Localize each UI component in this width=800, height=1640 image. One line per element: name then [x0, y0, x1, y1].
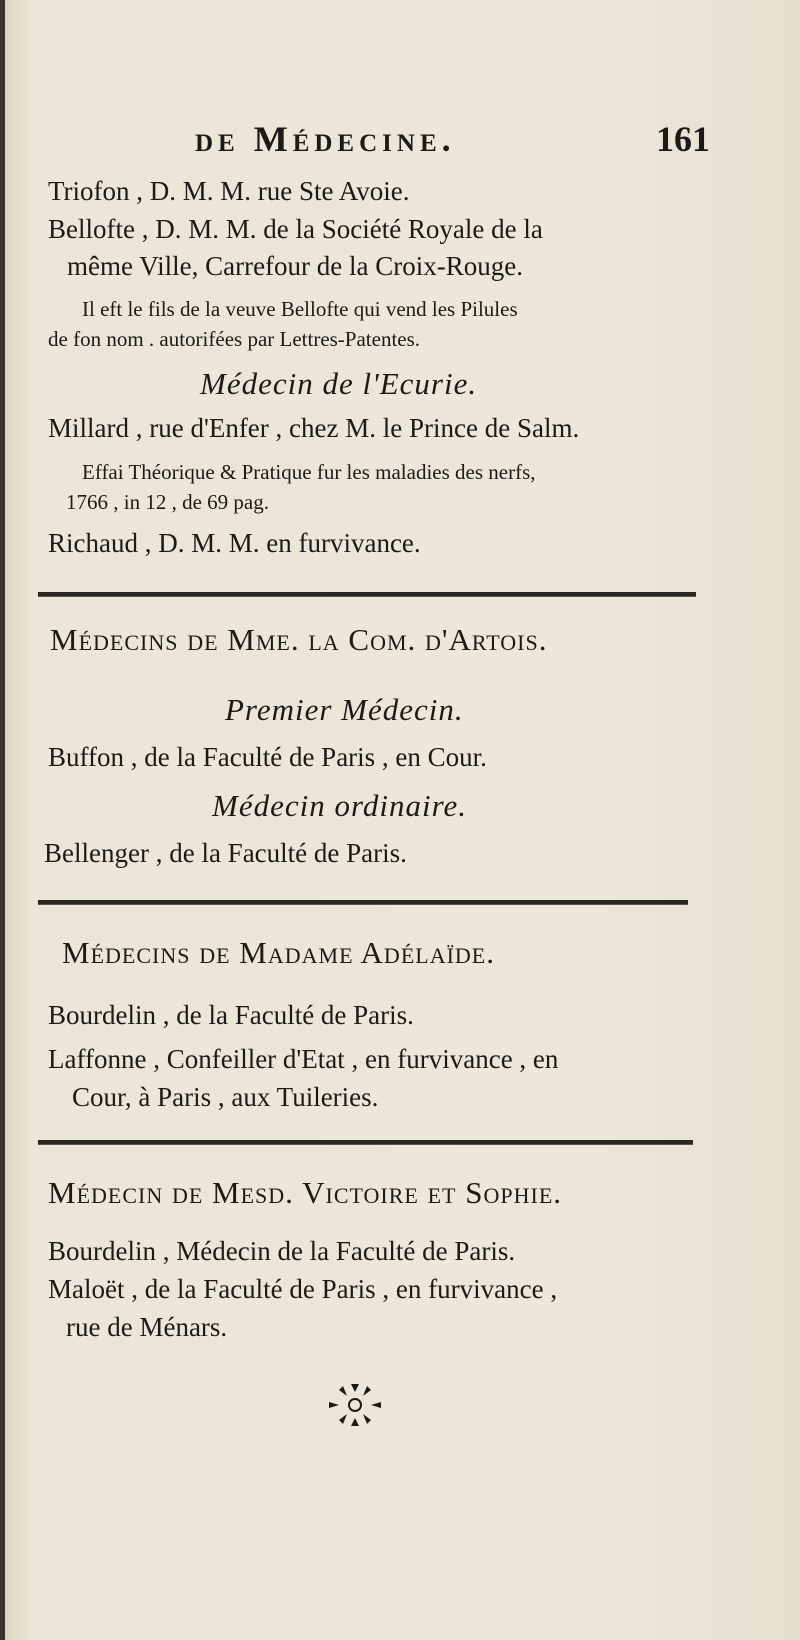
heading-artois: Médecins de Mme. la Com. d'Artois. — [50, 622, 548, 657]
note-millard-1: Effai Théorique & Pratique fur les maladies des nerfs, — [82, 460, 536, 484]
section-rule-1 — [38, 592, 696, 596]
entry-maloet: Maloët , de la Faculté de Paris , en furvivance , — [48, 1274, 558, 1304]
note-bellofte-1: Il eft le fils de la veuve Bellofte qui vend les Pilules — [82, 297, 518, 321]
fleuron-icon — [325, 1380, 385, 1430]
entry-richaud: Richaud , D. M. M. en furvivance. — [48, 528, 421, 558]
entry-bourdelin-2: Bourdelin , Médecin de la Faculté de Paris. — [48, 1236, 516, 1266]
subheading-ordinaire: Médecin ordinaire. — [212, 788, 468, 823]
page-spine-edge — [0, 0, 5, 1640]
section-rule-2 — [38, 900, 688, 904]
note-bellofte-2: de fon nom . autorifées par Lettres-Patentes. — [48, 327, 421, 351]
section-rule-3 — [38, 1140, 693, 1144]
heading-ecurie: Médecin de l'Ecurie. — [200, 366, 478, 401]
entry-buffon: Buffon , de la Faculté de Paris , en Cour. — [48, 742, 487, 772]
running-head — [50, 118, 710, 168]
page-number: 161 — [656, 119, 710, 159]
entry-bellofte: Bellofte , D. M. M. de la Société Royale de la — [48, 214, 543, 244]
running-head-title: de Médecine. — [195, 119, 456, 159]
heading-adelaide: Médecins de Madame Adélaïde. — [62, 935, 495, 970]
entry-laffonne: Laffonne , Confeiller d'Etat , en furvivance , en — [48, 1044, 559, 1074]
entry-bourdelin-1: Bourdelin , de la Faculté de Paris. — [48, 1000, 414, 1030]
entry-maloet-cont: rue de Ménars. — [66, 1312, 228, 1342]
entry-bellofte-cont: même Ville, Carrefour de la Croix-Rouge. — [67, 251, 523, 281]
entry-triofon: Triofon , D. M. M. rue Ste Avoie. — [48, 176, 410, 206]
heading-victoire: Médecin de Mesd. Victoire et Sophie. — [48, 1175, 563, 1210]
entry-bellenger: Bellenger , de la Faculté de Paris. — [44, 838, 407, 868]
subheading-premier: Premier Médecin. — [225, 692, 464, 727]
note-millard-2: 1766 , in 12 , de 69 pag. — [66, 490, 269, 514]
entry-laffonne-cont: Cour, à Paris , aux Tuileries. — [72, 1082, 379, 1112]
entry-millard: Millard , rue d'Enfer , chez M. le Prince de Salm. — [48, 413, 580, 443]
